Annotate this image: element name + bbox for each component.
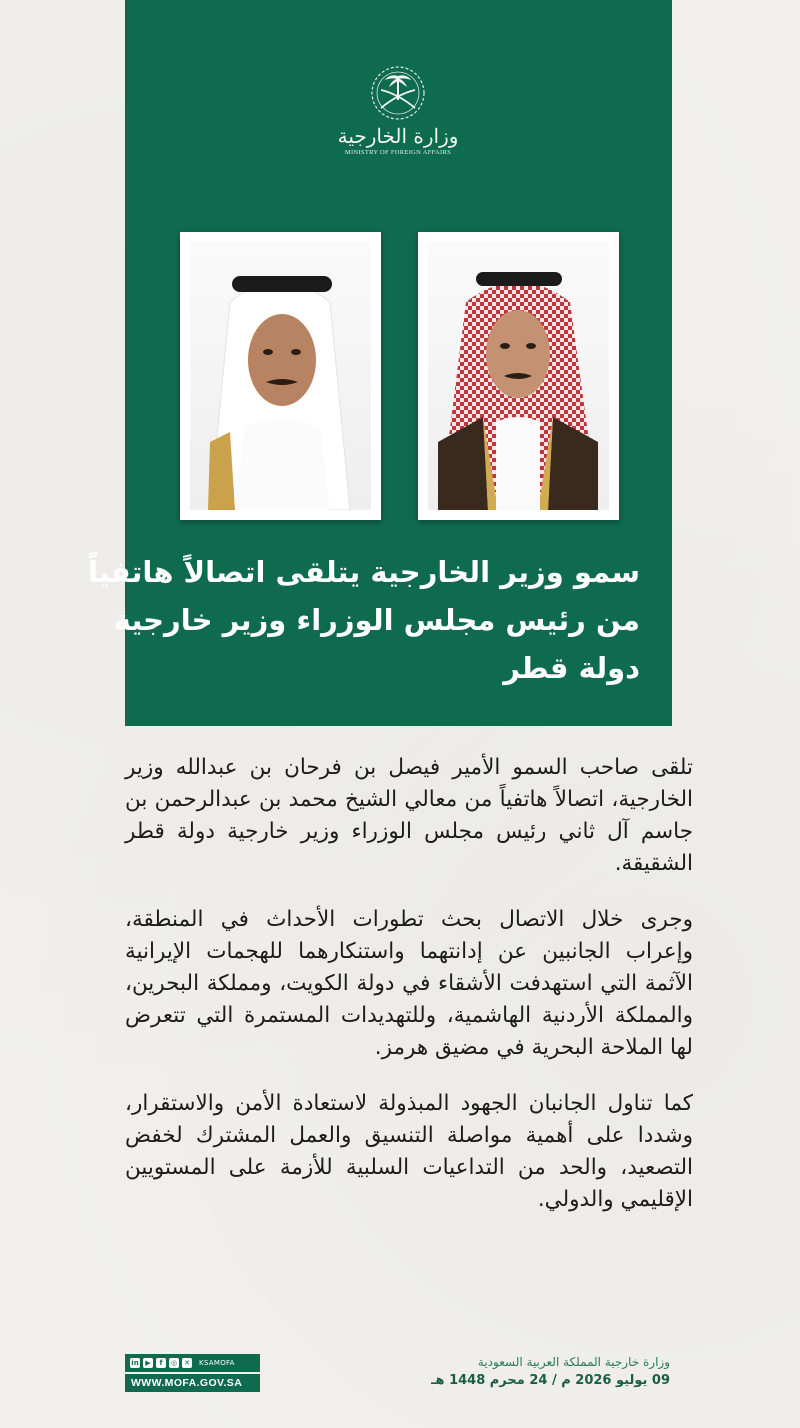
youtube-icon[interactable]: ▶ [143,1358,153,1368]
logo-arabic-text: وزارة الخارجية [337,124,459,148]
instagram-icon[interactable]: ◎ [170,1359,178,1367]
footer-social [125,1354,260,1392]
linkedin-icon[interactable]: in [131,1359,139,1367]
portrait-left-figure [190,242,371,510]
footer-date: 09 يوليو 2026 م / 24 محرم 1448 هـ [431,1373,670,1388]
x-icon[interactable]: ✕ [182,1358,192,1368]
portrait-right [418,232,619,520]
headline-line: سمو وزير الخارجية يتلقى اتصالاً هاتفياً [87,555,640,589]
portrait-right-figure [428,242,609,510]
social-bar [125,1354,260,1372]
facebook-icon[interactable]: f [156,1358,166,1368]
logo-english-text: MINISTRY OF FOREIGN AFFAIRS [344,149,452,156]
ministry-logo [323,60,473,180]
article-body [125,752,693,1240]
portrait-left [180,232,381,520]
website-link[interactable]: WWW.MOFA.GOV.SA [125,1374,260,1392]
headline [87,548,640,692]
headline-line: دولة قطر [503,651,640,685]
footer-attribution [420,1353,670,1391]
emblem-icon [363,60,433,122]
paragraph: كما تناول الجانبان الجهود المبذولة لاستعادة الأمن والاستقرار، وشددا على أهمية مواصلة التنسيق والعمل المشترك لخفض التصعيد، والحد من التداعيات السلبية للأزمة على المستويين الإقليمي والدولي. [125,1091,693,1212]
paragraph: تلقى صاحب السمو الأمير فيصل بن فرحان بن عبدالله وزير الخارجية، اتصالاً هاتفياً من معالي الشيخ محمد بن عبدالرحمن بن جاسم آل ثاني رئيس مجلس الوزراء وزير خارجية دولة قطر الشقيقة. [125,755,693,876]
footer-org: وزارة خارجية المملكة العربية السعودية [477,1355,670,1369]
paragraph: وجرى خلال الاتصال بحث تطورات الأحداث في المنطقة، وإعراب الجانبين عن إدانتهما واستنكارهما للهجمات الإيرانية الآثمة التي استهدفت الأشقاء في دولة الكويت، ومملكة البحرين، والمملكة الأردنية الهاشمية، وللتهديدات المستمرة التي تتعرض لها الملاحة البحرية في مضيق هرمز. [125,907,693,1060]
headline-line: من رئيس مجلس الوزراء وزير خارجية [113,603,640,637]
social-handle: KSAMOFA [199,1359,235,1367]
